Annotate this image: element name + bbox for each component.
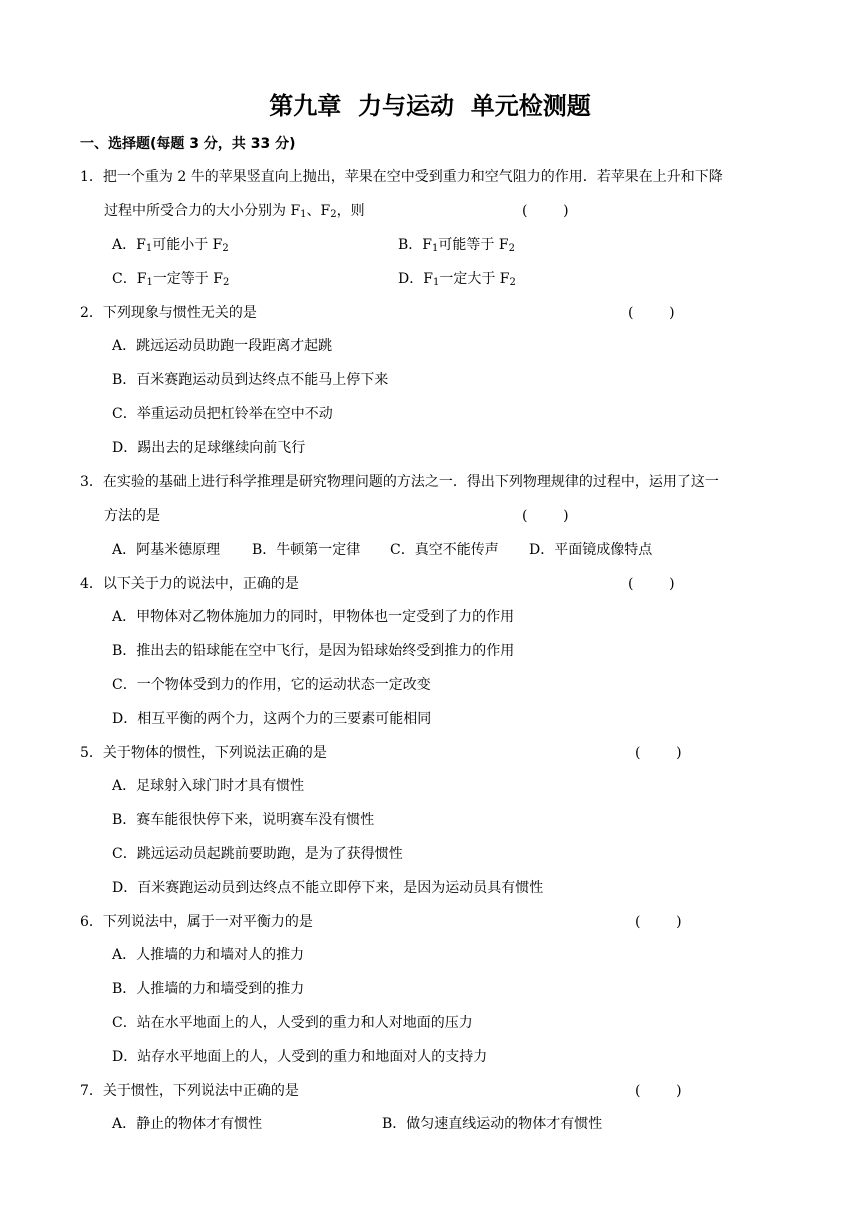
question-6-option-a: A．人推墙的力和墙对人的推力 bbox=[112, 947, 305, 963]
question-5-option-d: D．百米赛跑运动员到达终点不能立即停下来，是因为运动员具有惯性 bbox=[112, 880, 544, 896]
question-2-answer-blank: ( ) bbox=[628, 305, 675, 321]
question-6-option-d: D．站存水平地面上的人，人受到的重力和地面对人的支持力 bbox=[112, 1049, 488, 1065]
question-3-option-b: B．牛顿第一定律 bbox=[252, 542, 361, 558]
question-2-stem: 2．下列现象与惯性无关的是 bbox=[80, 305, 257, 321]
question-7-option-b: B．做匀速直线运动的物体才有惯性 bbox=[382, 1116, 603, 1132]
question-5-answer-blank: ( ) bbox=[635, 745, 682, 761]
question-4-option-d: D．相互平衡的两个力，这两个力的三要素可能相同 bbox=[112, 711, 432, 727]
question-5-option-c: C．跳远运动员起跳前要助跑，是为了获得惯性 bbox=[112, 846, 403, 862]
question-1-option-d: D．$F_1$一定大于 $F_2$ bbox=[398, 271, 516, 288]
question-1-stem-line2: 过程中所受合力的大小分别为 $F_1$、$F_2$，则 bbox=[104, 203, 365, 220]
question-4-option-a: A．甲物体对乙物体施加力的同时，甲物体也一定受到了力的作用 bbox=[112, 609, 515, 625]
question-2-option-c: C．举重运动员把杠铃举在空中不动 bbox=[112, 406, 333, 422]
question-4-stem: 4．以下关于力的说法中，正确的是 bbox=[80, 576, 299, 592]
question-1-answer-blank: ( ) bbox=[522, 203, 569, 219]
question-5-option-a: A．足球射入球门时才具有惯性 bbox=[112, 778, 305, 794]
section-heading: 一、选择题(每题 3 分，共 33 分) bbox=[80, 136, 296, 152]
question-1-stem-line1: 1．把一个重为 2 牛的苹果竖直向上抛出，苹果在空中受到重力和空气阻力的作用．若苹果在上升和下降 bbox=[80, 169, 723, 185]
question-3-option-d: D．平面镜成像特点 bbox=[529, 542, 653, 558]
question-4-option-c: C．一个物体受到力的作用，它的运动状态一定改变 bbox=[112, 677, 431, 693]
page-title: 第九章 力与运动 单元检测题 bbox=[269, 92, 591, 120]
question-2-option-d: D．踢出去的足球继续向前飞行 bbox=[112, 440, 306, 456]
question-1-option-b: B．$F_1$可能等于 $F_2$ bbox=[398, 237, 515, 254]
question-1-option-a: A．$F_1$可能小于 $F_2$ bbox=[112, 237, 229, 254]
question-3-stem-line2: 方法的是 bbox=[104, 508, 160, 524]
question-5-stem: 5．关于物体的惯性，下列说法正确的是 bbox=[80, 745, 327, 761]
question-7-option-a: A．静止的物体才有惯性 bbox=[112, 1116, 263, 1132]
question-2-option-b: B．百米赛跑运动员到达终点不能马上停下来 bbox=[112, 372, 389, 388]
question-1-option-c: C．$F_1$一定等于 $F_2$ bbox=[112, 271, 230, 288]
question-7-answer-blank: ( ) bbox=[635, 1083, 682, 1099]
question-4-answer-blank: ( ) bbox=[628, 576, 675, 592]
question-3-stem-line1: 3．在实验的基础上进行科学推理是研究物理问题的方法之一．得出下列物理规律的过程中，运用了这一 bbox=[80, 474, 719, 490]
question-6-option-c: C．站在水平地面上的人，人受到的重力和人对地面的压力 bbox=[112, 1015, 473, 1031]
question-4-option-b: B．推出去的铅球能在空中飞行，是因为铅球始终受到推力的作用 bbox=[112, 643, 515, 659]
question-6-answer-blank: ( ) bbox=[635, 914, 682, 930]
question-5-option-b: B．赛车能很快停下来，说明赛车没有惯性 bbox=[112, 812, 375, 828]
question-3-option-c: C．真空不能传声 bbox=[390, 542, 499, 558]
question-2-option-a: A．跳远运动员助跑一段距离才起跳 bbox=[112, 338, 333, 354]
question-7-stem: 7．关于惯性，下列说法中正确的是 bbox=[80, 1083, 299, 1099]
question-6-option-b: B．人推墙的力和墙受到的推力 bbox=[112, 981, 305, 997]
question-3-answer-blank: ( ) bbox=[522, 508, 569, 524]
question-3-option-a: A．阿基米德原理 bbox=[112, 542, 221, 558]
question-6-stem: 6．下列说法中，属于一对平衡力的是 bbox=[80, 914, 313, 930]
